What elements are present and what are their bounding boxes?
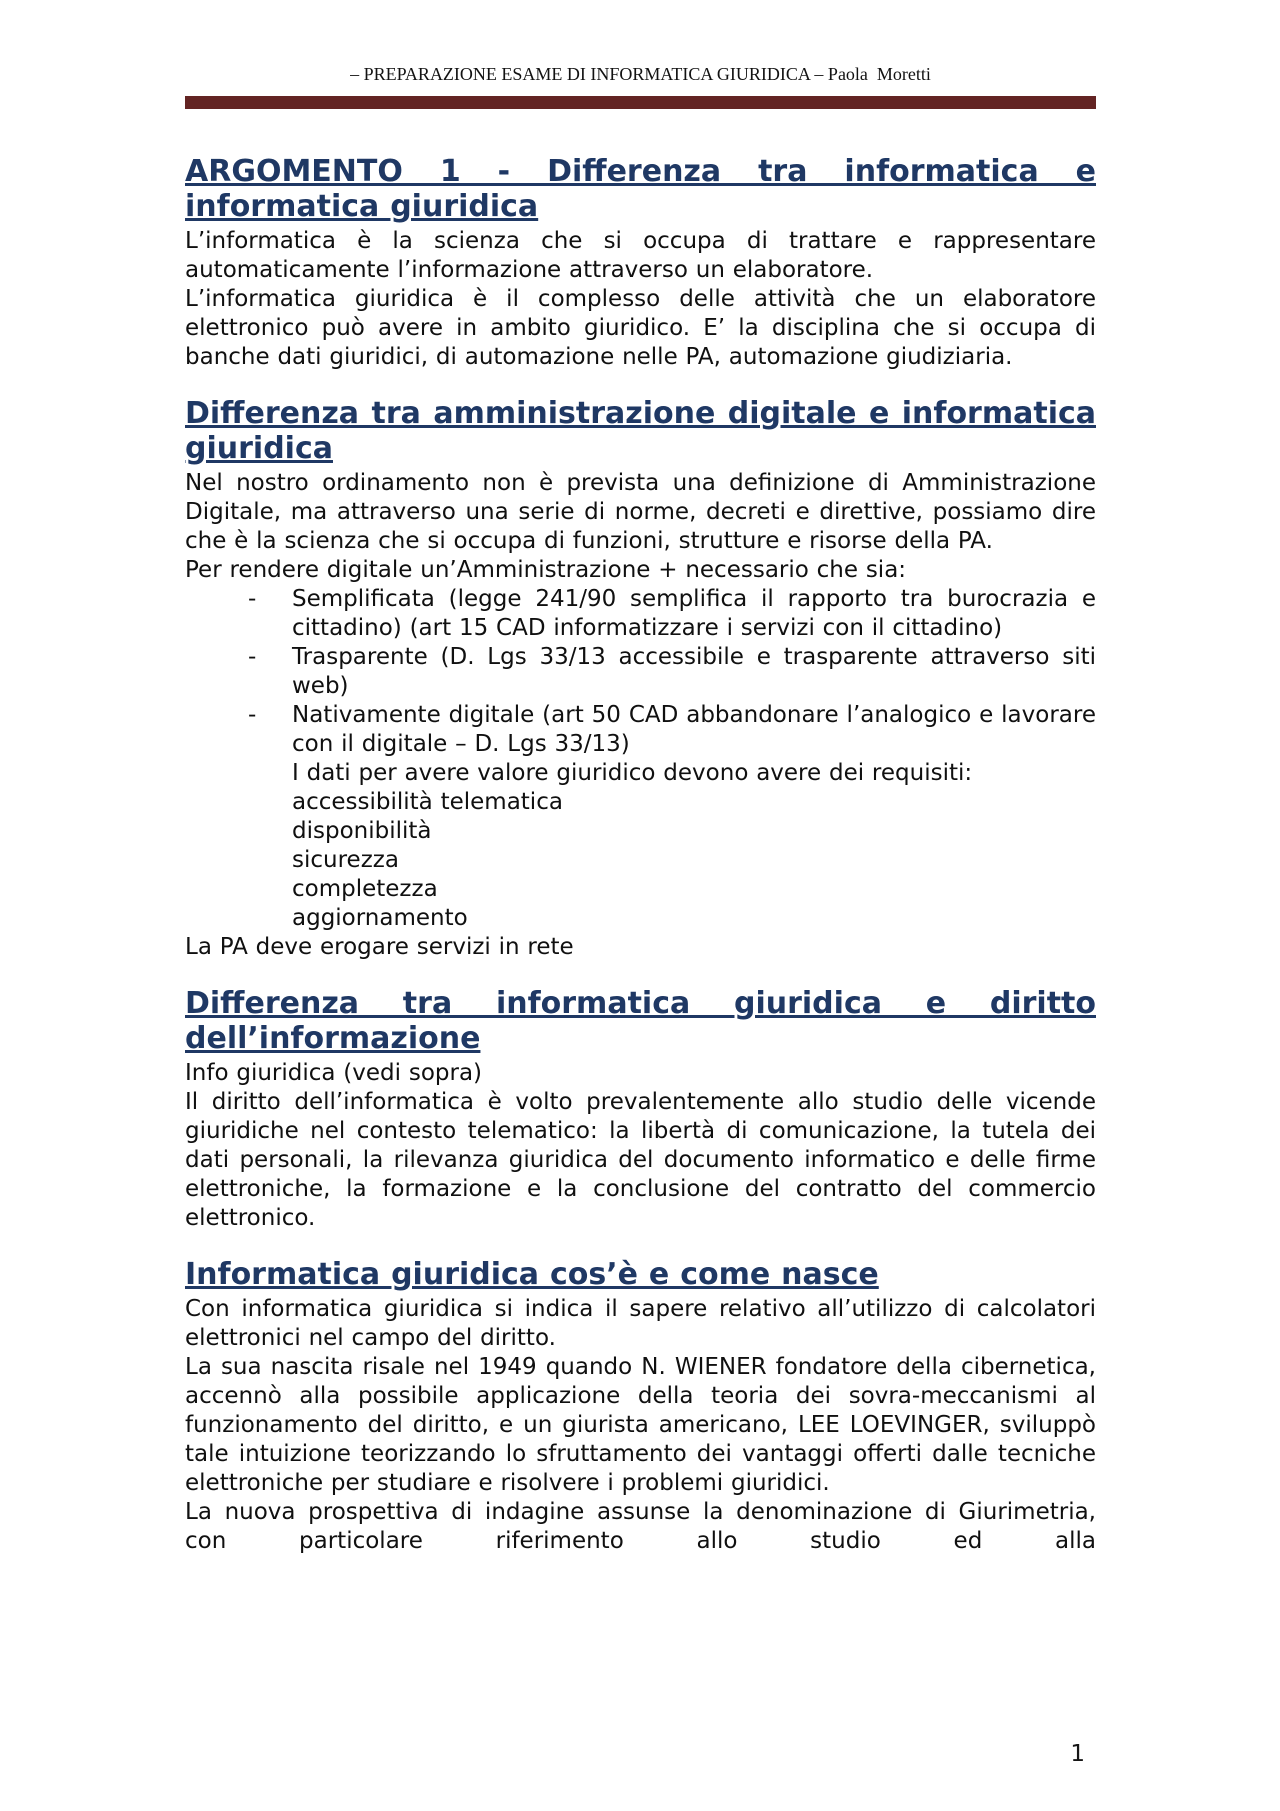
requisito-item: sicurezza xyxy=(292,847,399,873)
paragraph: Info giuridica (vedi sopra) xyxy=(185,1060,483,1086)
paragraph: La sua nascita risale nel 1949 quando N. WIENER fondatore della cibernetica, accennò alla possibile applicazione della teoria dei sovra-meccanismi al funzionamento del diritto, e un giurista americano, LEE LOEVINGER, sviluppò tale intuizione teorizzando lo sfruttamento dei vantaggi offerti dalle tecniche elettroniche per studiare e risolvere i problemi giuridici. xyxy=(185,1354,1096,1496)
paragraph: L’informatica giuridica è il complesso delle attività che un elaboratore elettronico può avere in ambito giuridico. E’ la disciplina che si occupa di banche dati giuridici, di automazione nelle PA, automazione giudiziaria. xyxy=(185,286,1096,370)
paragraph: La PA deve erogare servizi in rete xyxy=(185,934,574,960)
paragraph: L’informatica è la scienza che si occupa di trattare e rappresentare automaticamente l’informazione attraverso un elaboratore. xyxy=(185,228,1096,283)
section-heading-diritto-informazione: Differenza tra informatica giuridica e diritto dell’informazione xyxy=(185,986,1096,1056)
paragraph: Nel nostro ordinamento non è prevista una definizione di Amministrazione Digitale, ma attraverso una serie di norme, decreti e direttive, possiamo dire che è la scienza che si occupa di funzioni, strutture e risorse della PA. xyxy=(185,470,1096,554)
paragraph: Per rendere digitale un’Amministrazione + necessario che sia: xyxy=(185,557,907,583)
paragraph: Con informatica giuridica si indica il sapere relativo all’utilizzo di calcolatori elettronici nel campo del diritto. xyxy=(185,1296,1096,1351)
list-item: - Semplificata (legge 241/90 semplifica il rapporto tra burocrazia e cittadino) (art 15 CAD informatizzare i servizi con il cittadino) xyxy=(185,585,1096,643)
requisito-item: accessibilità telematica xyxy=(292,789,563,815)
section-heading-amministrazione-digitale: Differenza tra amministrazione digitale e informatica giuridica xyxy=(185,396,1096,466)
list-item: - Nativamente digitale (art 50 CAD abbandonare l’analogico e lavorare con il digitale – D. Lgs 33/13) xyxy=(185,701,1096,759)
requirements-list xyxy=(185,585,1096,759)
section-heading-cose-e-come-nasce: Informatica giuridica cos’è e come nasce xyxy=(185,1257,879,1292)
requisito-item: disponibilità xyxy=(292,818,432,844)
running-header: – PREPARAZIONE ESAME DI INFORMATICA GIURIDICA – Paola Moretti xyxy=(350,64,931,84)
section-heading-argomento-1: ARGOMENTO 1 - Differenza tra informatica e informatica giuridica xyxy=(185,154,1096,224)
page-number: 1 xyxy=(1070,1741,1085,1767)
paragraph: Il diritto dell’informatica è volto prevalentemente allo studio delle vicende giuridiche nel contesto telematico: la libertà di comunicazione, la tutela dei dati personali, la rilevanza giuridica del documento informatico e delle firme elettroniche, la formazione e la conclusione del contratto del commercio elettronico. xyxy=(185,1089,1096,1231)
header-rule xyxy=(185,96,1096,109)
list-item: - Trasparente (D. Lgs 33/13 accessibile e trasparente attraverso siti web) xyxy=(185,643,1096,701)
requisito-item: completezza xyxy=(292,876,438,902)
requisito-item: aggiornamento xyxy=(292,905,468,931)
requisiti-intro: I dati per avere valore giuridico devono avere dei requisiti: xyxy=(292,760,973,786)
document-body xyxy=(185,140,1096,1556)
paragraph: La nuova prospettiva di indagine assunse la denominazione di Giurimetria, con particolare riferimento allo studio ed alla xyxy=(185,1499,1096,1554)
